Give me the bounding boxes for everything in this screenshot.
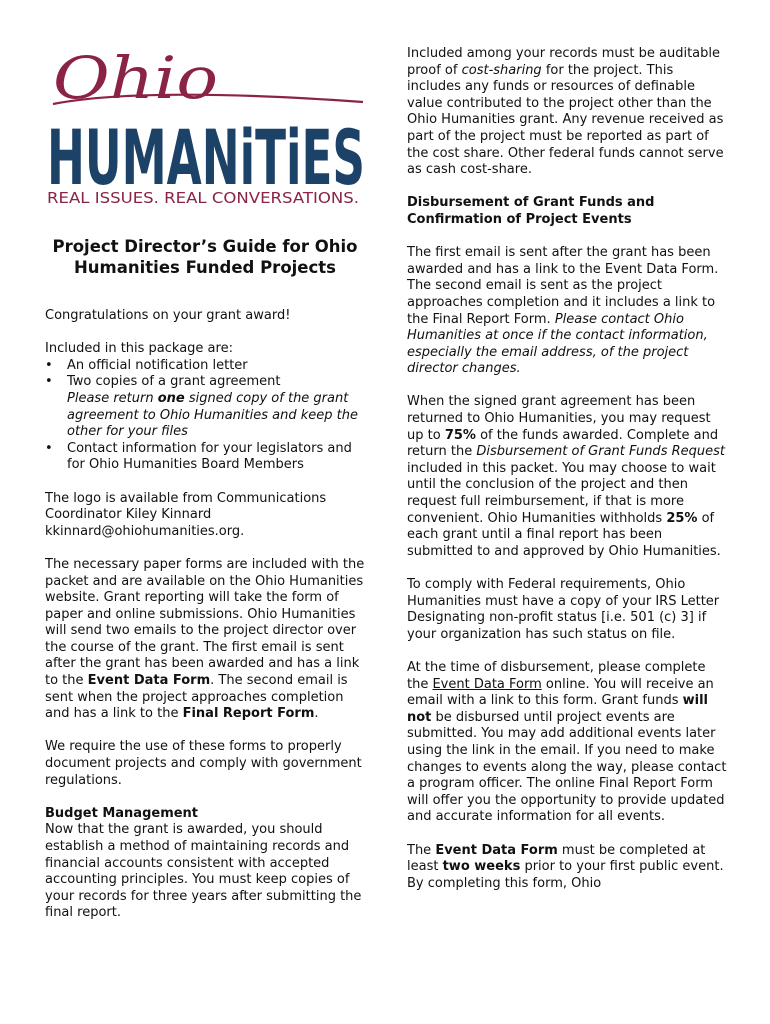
logo-availability-text: The logo is available from Communications Coordinator Kiley Kinnard kkinnard@ohiohumanities.org. [45, 490, 327, 539]
logo-ohio-text: Ohio [53, 44, 218, 112]
ohio-humanities-logo [45, 40, 365, 210]
forms-paragraph: The necessary paper forms are included with the packet and are available on the Ohio Humanities website. Grant reporting will take the form of paper and online submissions. Ohio Humanities will send two emails to the project director over the course of the grant. The first email is sent after the grant has been awarded and has a link to the Event Data Form. The second email is sent when the project approaches completion and has a link to the Final Report Form. [45, 556, 365, 722]
irs-paragraph: To comply with Federal requirements, Ohio Humanities must have a copy of your IRS Letter Designating non-profit status [i.e. 501 (c) 3] if your organization has such status on file. [407, 577, 720, 642]
package-list [45, 358, 365, 474]
event-data-form-paragraph: The Event Data Form must be completed at least two weeks prior to your first public event. By completing this form, Ohio [407, 842, 724, 891]
logo-graphic [45, 40, 365, 210]
list-item: • Contact information for your legislators and for Ohio Humanities Board Members [45, 440, 352, 473]
budget-heading: Budget Management [45, 805, 199, 821]
cost-sharing-paragraph: Included among your records must be auditable proof of cost-sharing for the project. This includes any funds or resources of definable value contributed to the project other than the Ohio Humanities grant. Any revenue received as part of the project must be reported as part of the cost share. Other federal funds cannot serve as cash cost-share. [407, 46, 724, 178]
disbursement-time-paragraph: At the time of disbursement, please complete the Event Data Form online. You will receive an email with a link to this form. Grant funds will not be disbursed until project events are submitted. You may add additional events later using the link in the email. If you need to make changes to events along the way, please contact a program officer. The online Final Report Form will offer you the opportunity to provide updated and accurate information for all events. [407, 659, 727, 825]
package-intro: Included in this package are: [45, 341, 233, 357]
list-item: • Two copies of a grant agreement [45, 374, 281, 390]
list-item: • An official notification letter [45, 357, 248, 373]
budget-paragraph: Now that the grant is awarded, you should establish a method of maintaining records and financial accounts consistent with accepted accounting principles. You must keep copies of your records for three years after submitting the final report. [45, 822, 362, 921]
congrats-text: Congratulations on your grant award! [45, 308, 291, 323]
disbursement-heading: Disbursement of Grant Funds and Confirmation of Project Events [407, 195, 655, 227]
page-title: Project Director’s Guide for Ohio Humanities Funded Projects [52, 237, 358, 277]
logo-humanities-text: HUMANiTiES [47, 113, 365, 202]
require-paragraph: We require the use of these forms to properly document projects and comply with government regulations. [45, 739, 362, 788]
emails-paragraph: The first email is sent after the grant has been awarded and has a link to the Event Data Form. The second email is sent as the project approaches completion and it includes a link to the Final Report Form. Please contact Ohio Humanities at once if the contact information, especially the email address, of the project director changes. [407, 245, 719, 377]
logo-tagline: REAL ISSUES. REAL CONVERSATIONS. [47, 189, 359, 207]
grant-agreement-note: Please return one signed copy of the grant agreement to Ohio Humanities and keep the other for your files [67, 390, 358, 440]
signed-agreement-paragraph: When the signed grant agreement has been returned to Ohio Humanities, you may request up to 75% of the funds awarded. Complete and return the Disbursement of Grant Funds Request included in this packet. You may choose to wait until the conclusion of the project and then request full reimbursement, if that is more convenient. Ohio Humanities withholds 25% of each grant until a final report has been submitted to and approved by Ohio Humanities. [407, 394, 725, 559]
left-column [45, 40, 365, 922]
right-column [407, 46, 729, 892]
